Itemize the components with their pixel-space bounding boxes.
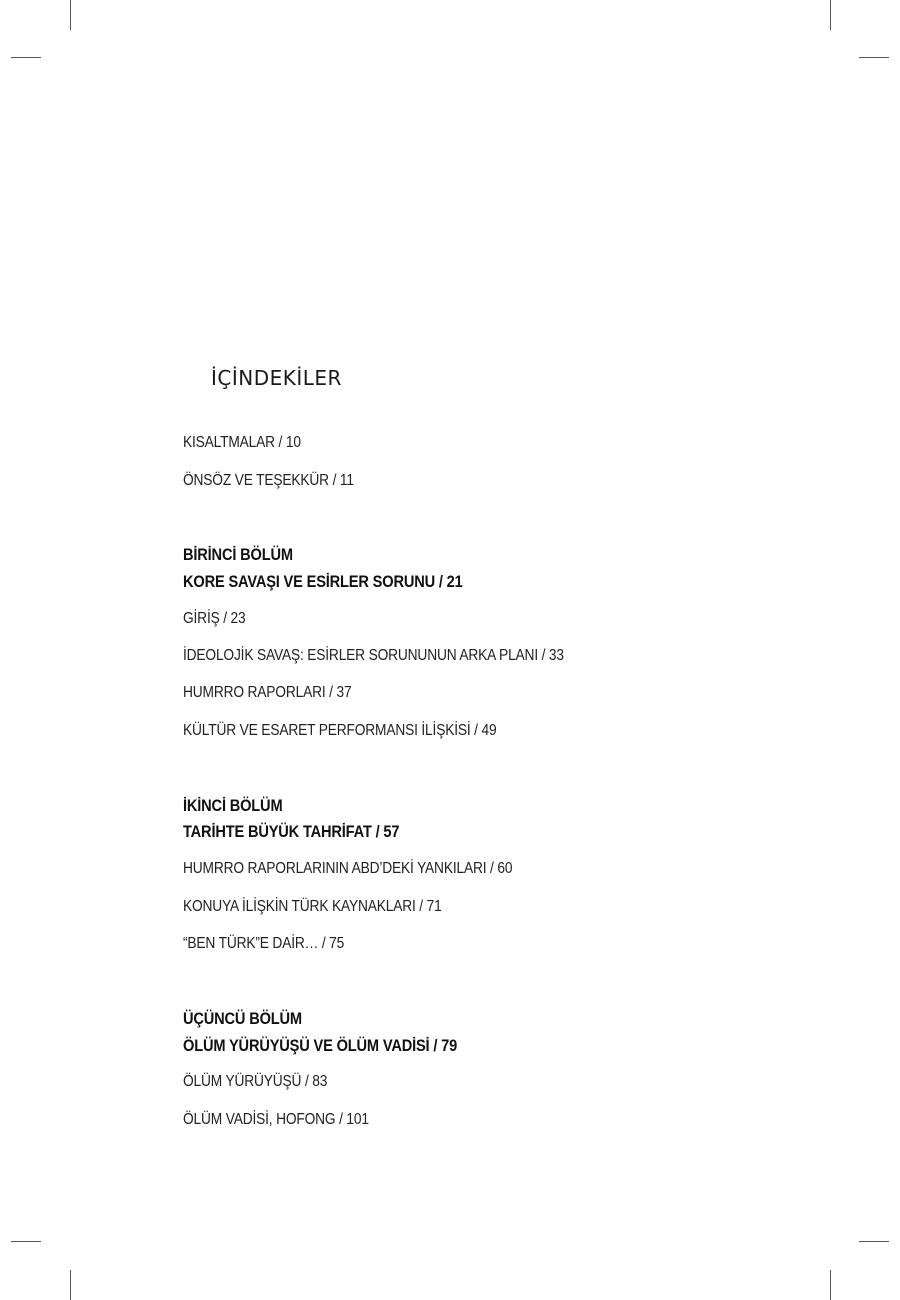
toc-entry-olum-vadisi: ÖLÜM VADİSİ, HOFONG / 101 — [183, 1111, 369, 1128]
toc-entry-humrro-raporlari: HUMRRO RAPORLARI / 37 — [183, 684, 352, 701]
crop-mark-bottom-right-horizontal — [859, 1241, 889, 1242]
toc-entry-giris: GİRİŞ / 23 — [183, 610, 246, 627]
toc-entry-kisaltmalar: KISALTMALAR / 10 — [183, 434, 301, 451]
part-1-title: KORE SAVAŞI VE ESİRLER SORUNU / 21 — [183, 572, 463, 591]
toc-entry-ben-turk: “BEN TÜRK”E DAİR… / 75 — [183, 935, 345, 952]
toc-entry-kultur-ve-esaret: KÜLTÜR VE ESARET PERFORMANSI İLİŞKİSİ / 49 — [183, 722, 497, 739]
part-2-title: TARİHTE BÜYÜK TAHRİFAT / 57 — [183, 822, 400, 841]
crop-mark-top-right-horizontal — [859, 57, 889, 58]
part-1-label: BİRİNCİ BÖLÜM — [183, 545, 293, 564]
toc-entry-olum-yuruyusu: ÖLÜM YÜRÜYÜŞÜ / 83 — [183, 1073, 328, 1090]
part-2-label: İKİNCİ BÖLÜM — [183, 796, 283, 815]
toc-entry-humrro-yankilari: HUMRRO RAPORLARININ ABD’DEKİ YANKILARI / 60 — [183, 860, 513, 877]
toc-entry-turk-kaynaklari: KONUYA İLİŞKİN TÜRK KAYNAKLARI / 71 — [183, 898, 442, 915]
toc-entry-onsoz: ÖNSÖZ VE TEŞEKKÜR / 11 — [183, 472, 354, 489]
crop-mark-bottom-left-vertical — [70, 1270, 71, 1300]
crop-mark-top-left-vertical — [70, 0, 71, 30]
toc-entry-ideolojik-savas: İDEOLOJİK SAVAŞ: ESİRLER SORUNUNUN ARKA PLANI / 33 — [183, 647, 564, 664]
crop-mark-top-right-vertical — [830, 0, 831, 30]
crop-mark-bottom-right-vertical — [830, 1270, 831, 1300]
part-3-title: ÖLÜM YÜRÜYÜŞÜ VE ÖLÜM VADİSİ / 79 — [183, 1036, 458, 1055]
part-3-label: ÜÇÜNCÜ BÖLÜM — [183, 1009, 302, 1028]
toc-title: İÇİNDEKİLER — [211, 366, 342, 390]
crop-mark-top-left-horizontal — [11, 57, 41, 58]
crop-mark-bottom-left-horizontal — [11, 1241, 41, 1242]
